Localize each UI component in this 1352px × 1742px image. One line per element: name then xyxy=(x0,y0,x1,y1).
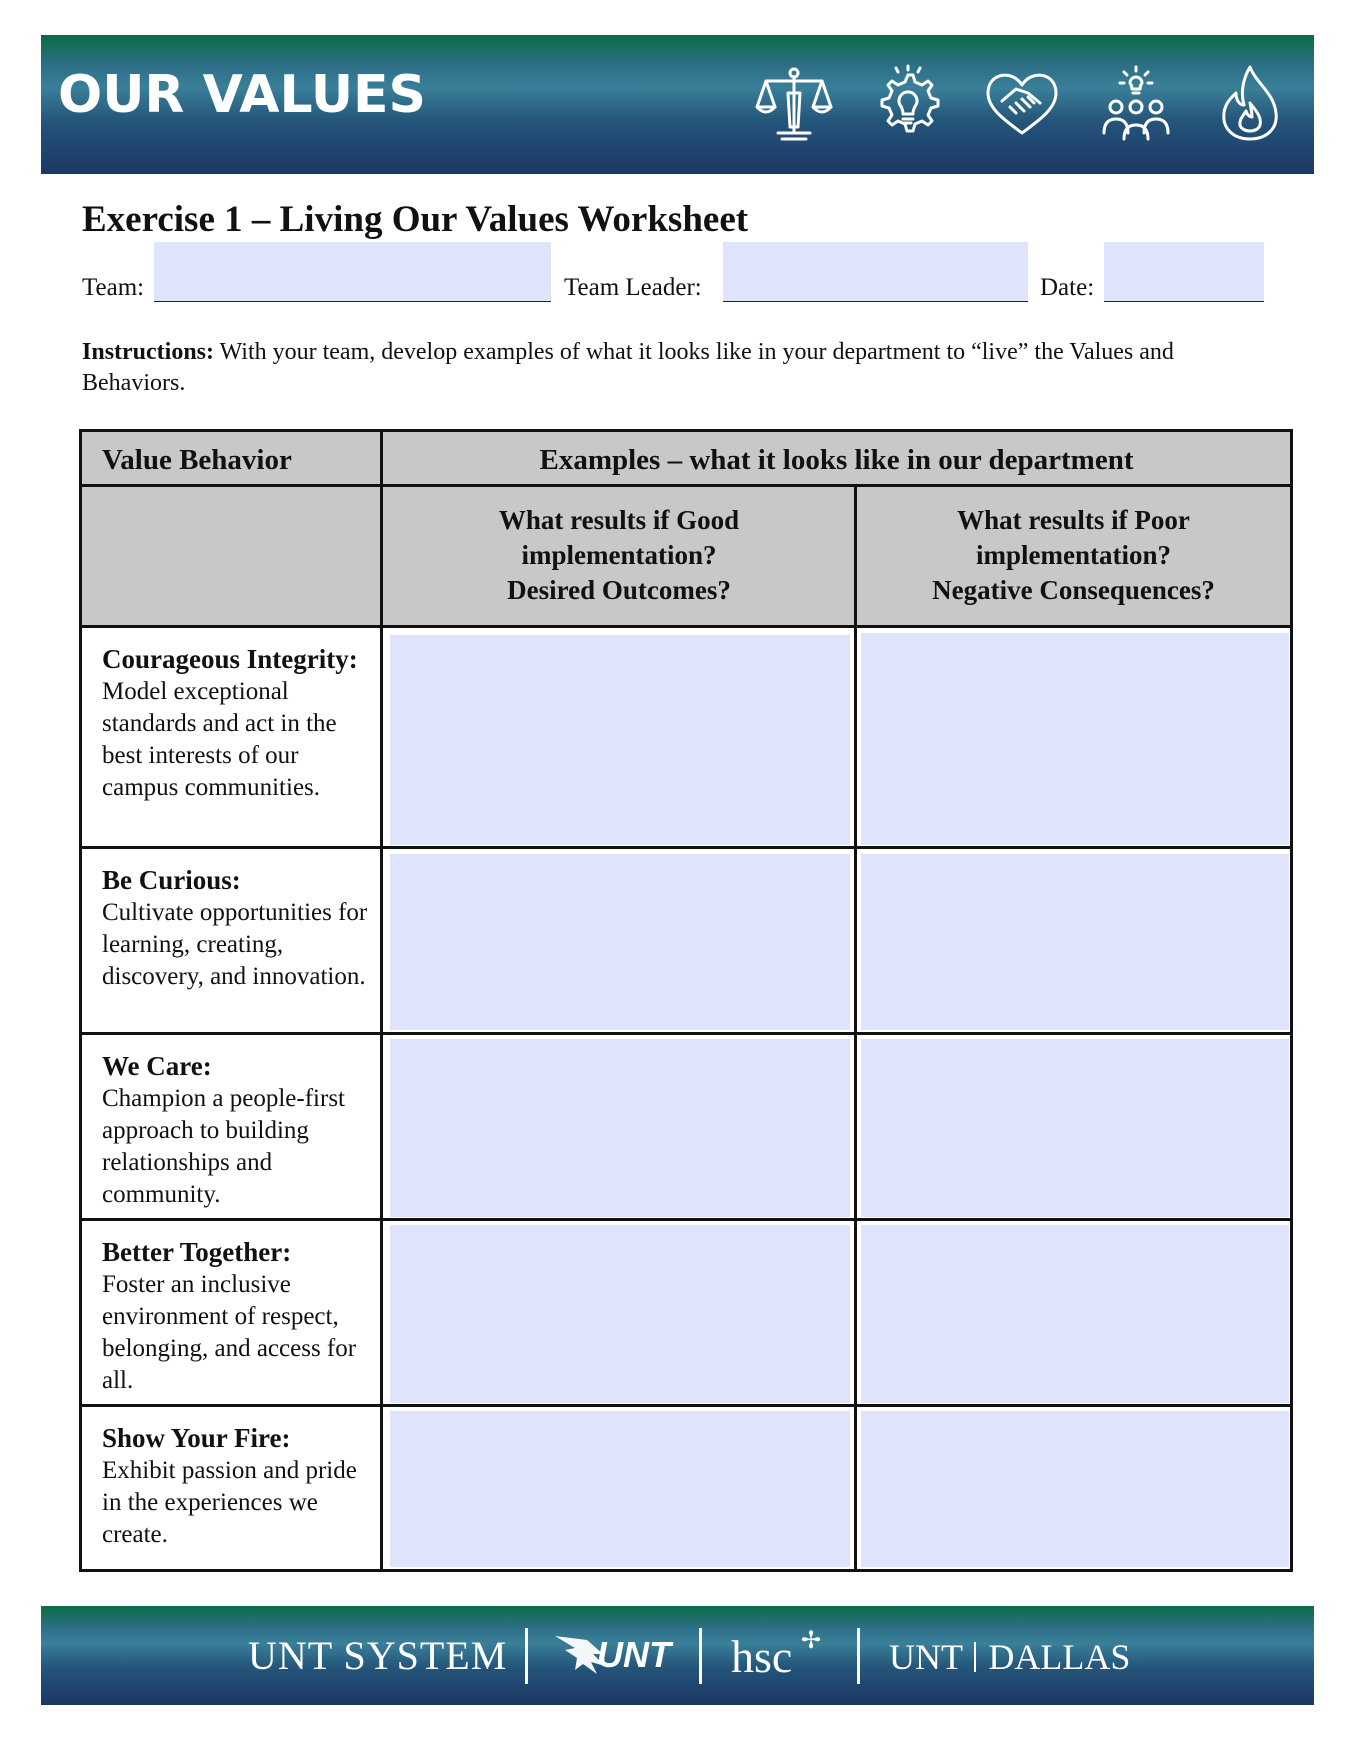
unt-dallas-right: DALLAS xyxy=(988,1637,1131,1677)
row-divider xyxy=(82,1404,1290,1407)
unt-dallas-left: UNT xyxy=(889,1637,963,1677)
good-outcome-input[interactable] xyxy=(390,854,850,1030)
value-behavior-header: Value Behavior xyxy=(102,444,292,476)
poor-outcome-input[interactable] xyxy=(861,1039,1289,1217)
date-input[interactable] xyxy=(1104,242,1264,302)
table-row xyxy=(82,849,380,1032)
good-outcome-input[interactable] xyxy=(390,635,850,845)
table-row xyxy=(82,628,380,846)
poor-header-line-2: implementation? xyxy=(976,540,1171,570)
good-header-line-2: implementation? xyxy=(521,540,717,570)
flame-icon xyxy=(1210,63,1290,143)
sparkle-icon: ✢ xyxy=(801,1628,822,1654)
table-row xyxy=(82,1221,380,1404)
header-title: OUR VALUES xyxy=(58,65,427,125)
examples-header: Examples – what it looks like in our department xyxy=(539,444,1134,476)
team-input[interactable] xyxy=(154,242,551,302)
scales-icon xyxy=(754,63,834,143)
poor-header-line-3: Negative Consequences? xyxy=(932,575,1215,605)
footer-separator xyxy=(525,1628,528,1684)
poor-outcomes-header xyxy=(857,503,1290,608)
unt-system-logo: UNT SYSTEM xyxy=(248,1633,508,1678)
good-header-line-1: What results if Good xyxy=(498,505,740,535)
value-description: Foster an inclusive environment of respect, belonging, and access for all. xyxy=(102,1271,357,1394)
good-outcome-input[interactable] xyxy=(390,1225,850,1403)
instructions xyxy=(82,337,1262,399)
team-label: Team: xyxy=(82,274,145,301)
value-name: We Care: xyxy=(102,1051,212,1081)
value-description: Model exceptional standards and act in the best interests of our campus communities. xyxy=(102,678,337,801)
table-row xyxy=(82,1407,380,1569)
value-description: Cultivate opportunities for learning, creating, discovery, and innovation. xyxy=(102,899,368,990)
row-divider xyxy=(82,846,1290,849)
instructions-text: With your team, develop examples of what it looks like in your department to “live” the Values and Behaviors. xyxy=(82,339,1174,396)
value-name: Better Together: xyxy=(102,1237,292,1267)
value-description: Champion a people-first approach to building relationships and community. xyxy=(102,1085,345,1208)
good-header-line-3: Desired Outcomes? xyxy=(507,575,731,605)
footer-banner xyxy=(41,1606,1314,1705)
poor-outcome-input[interactable] xyxy=(861,633,1289,845)
value-name: Show Your Fire: xyxy=(102,1423,291,1453)
row-divider xyxy=(82,484,1290,487)
value-name: Courageous Integrity: xyxy=(102,644,358,674)
team-leader-input[interactable] xyxy=(723,242,1028,302)
good-outcome-input[interactable] xyxy=(390,1039,850,1217)
table-row xyxy=(82,1035,380,1218)
column-divider xyxy=(380,432,383,1569)
header-icon-row xyxy=(754,53,1290,153)
row-divider xyxy=(82,1218,1290,1221)
row-divider xyxy=(82,625,1290,628)
unt-eagle-logo xyxy=(553,1630,703,1680)
team-leader-label: Team Leader: xyxy=(564,274,702,301)
poor-outcome-input[interactable] xyxy=(861,854,1289,1030)
good-outcome-input[interactable] xyxy=(390,1411,850,1567)
worksheet-title: Exercise 1 – Living Our Values Worksheet xyxy=(82,199,749,240)
date-label: Date: xyxy=(1040,274,1095,301)
values-table xyxy=(79,429,1293,1572)
good-outcomes-header xyxy=(383,503,855,608)
unt-dallas-bar xyxy=(974,1642,976,1672)
value-name: Be Curious: xyxy=(102,865,241,895)
gear-lightbulb-icon xyxy=(868,63,948,143)
poor-outcome-input[interactable] xyxy=(861,1411,1289,1567)
hsc-logo xyxy=(731,1628,822,1683)
row-divider xyxy=(82,1032,1290,1035)
value-description: Exhibit passion and pride in the experiences we create. xyxy=(102,1457,357,1548)
footer-separator xyxy=(699,1628,702,1684)
instructions-label: Instructions: xyxy=(82,339,215,365)
unt-wordmark: UNT xyxy=(597,1634,671,1675)
team-lightbulb-icon xyxy=(1096,63,1176,143)
poor-outcome-input[interactable] xyxy=(861,1225,1289,1403)
footer-separator xyxy=(857,1628,860,1684)
header-banner xyxy=(41,35,1314,174)
poor-header-line-1: What results if Poor xyxy=(957,505,1190,535)
unt-dallas-logo xyxy=(889,1636,1130,1678)
hsc-wordmark: hsc xyxy=(731,1631,793,1682)
heart-handshake-icon xyxy=(982,63,1062,143)
